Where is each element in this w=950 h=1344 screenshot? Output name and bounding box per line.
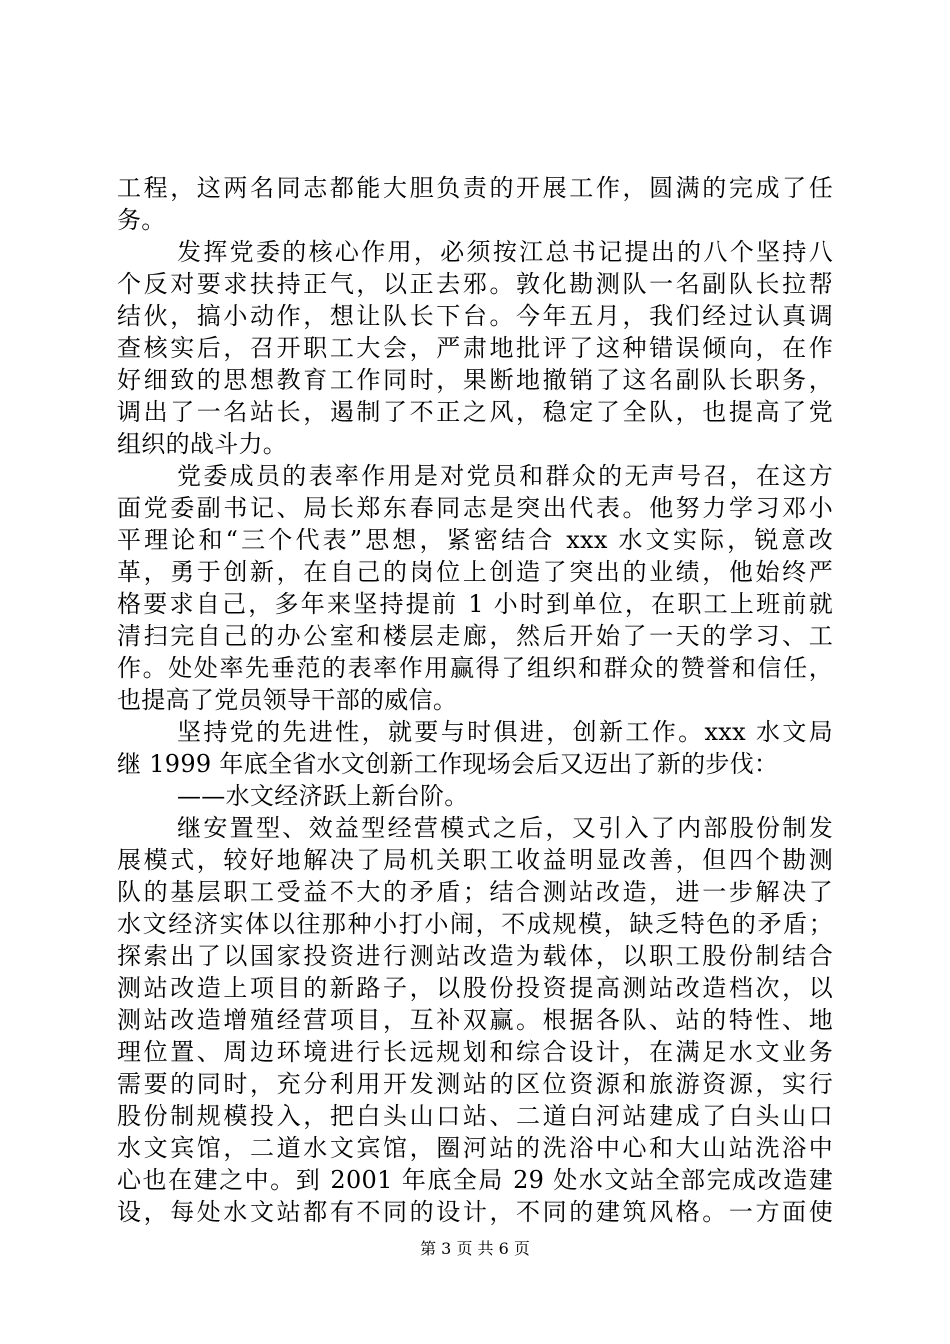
text-line: 结伙，搞小动作，想让队长下台。今年五月，我们经过认真调 bbox=[117, 302, 833, 330]
text-line: 工程，这两名同志都能大胆负责的开展工作，圆满的完成了任 bbox=[117, 174, 833, 202]
text-line: 调出了一名站长，遏制了不正之风，稳定了全队，也提高了党 bbox=[117, 398, 833, 426]
text-line: 革，勇于创新，在自己的岗位上创造了突出的业绩，他始终严 bbox=[117, 558, 833, 586]
text-line: 理位置、周边环境进行长远规划和综合设计，在满足水文业务 bbox=[117, 1038, 833, 1066]
text-line: 个反对要求扶持正气，以正去邪。敦化勘测队一名副队长拉帮 bbox=[117, 270, 833, 298]
text-line: 继 1999 年底全省水文创新工作现场会后又迈出了新的步伐： bbox=[117, 750, 779, 778]
text-line: 水文宾馆，二道水文宾馆，圈河站的洗浴中心和大山站洗浴中 bbox=[117, 1134, 833, 1162]
text-line: 心也在建之中。到 2001 年底全局 29 处水文站全部完成改造建 bbox=[117, 1166, 833, 1194]
text-line: 测站改造增殖经营项目，互补双赢。根据各队、站的特性、地 bbox=[117, 1006, 833, 1034]
text-line: 坚持党的先进性，就要与时俱进，创新工作。xxx 水文局 bbox=[177, 718, 833, 746]
text-line: 好细致的思想教育工作同时，果断地撤销了这名副队长职务， bbox=[117, 366, 833, 394]
text-line: 测站改造上项目的新路子，以股份投资提高测站改造档次，以 bbox=[117, 974, 833, 1002]
text-line: 设，每处水文站都有不同的设计，不同的建筑风格。一方面使 bbox=[117, 1198, 833, 1226]
text-line: 水文经济实体以往那种小打小闹，不成规模，缺乏特色的矛盾； bbox=[117, 910, 833, 938]
text-line: 也提高了党员领导干部的威信。 bbox=[117, 686, 458, 714]
text-line: 队的基层职工受益不大的矛盾；结合测站改造，进一步解决了 bbox=[117, 878, 833, 906]
text-line: 面党委副书记、局长郑东春同志是突出代表。他努力学习邓小 bbox=[117, 494, 833, 522]
text-line: 股份制规模投入，把白头山口站、二道白河站建成了白头山口 bbox=[117, 1102, 833, 1130]
text-line: 查核实后，召开职工大会，严肃地批评了这种错误倾向，在作 bbox=[117, 334, 833, 362]
text-line: 探索出了以国家投资进行测站改造为载体，以职工股份制结合 bbox=[117, 942, 833, 970]
text-line: 务。 bbox=[117, 206, 166, 234]
text-line: 组织的战斗力。 bbox=[117, 430, 288, 458]
text-line: 需要的同时，充分利用开发测站的区位资源和旅游资源，实行 bbox=[117, 1070, 833, 1098]
text-line: 清扫完自己的办公室和楼层走廊，然后开始了一天的学习、工 bbox=[117, 622, 833, 650]
text-line: 党委成员的表率作用是对党员和群众的无声号召，在这方 bbox=[177, 462, 833, 490]
page-number-label: 第 3 页 共 6 页 bbox=[420, 1239, 530, 1258]
document-body bbox=[117, 172, 833, 1228]
text-line: ——水文经济跃上新台阶。 bbox=[177, 782, 469, 810]
text-line: 继安置型、效益型经营模式之后，又引入了内部股份制发 bbox=[177, 814, 833, 842]
text-line: 展模式，较好地解决了局机关职工收益明显改善，但四个勘测 bbox=[117, 846, 833, 874]
page-footer bbox=[0, 1238, 950, 1260]
text-line: 作。处处率先垂范的表率作用赢得了组织和群众的赞誉和信任， bbox=[117, 654, 833, 682]
text-line: 平理论和“三个代表”思想，紧密结合 xxx 水文实际，锐意改 bbox=[117, 526, 833, 554]
text-line: 发挥党委的核心作用，必须按江总书记提出的八个坚持八 bbox=[177, 238, 833, 266]
text-line: 格要求自己，多年来坚持提前 1 小时到单位，在职工上班前就 bbox=[117, 590, 833, 618]
